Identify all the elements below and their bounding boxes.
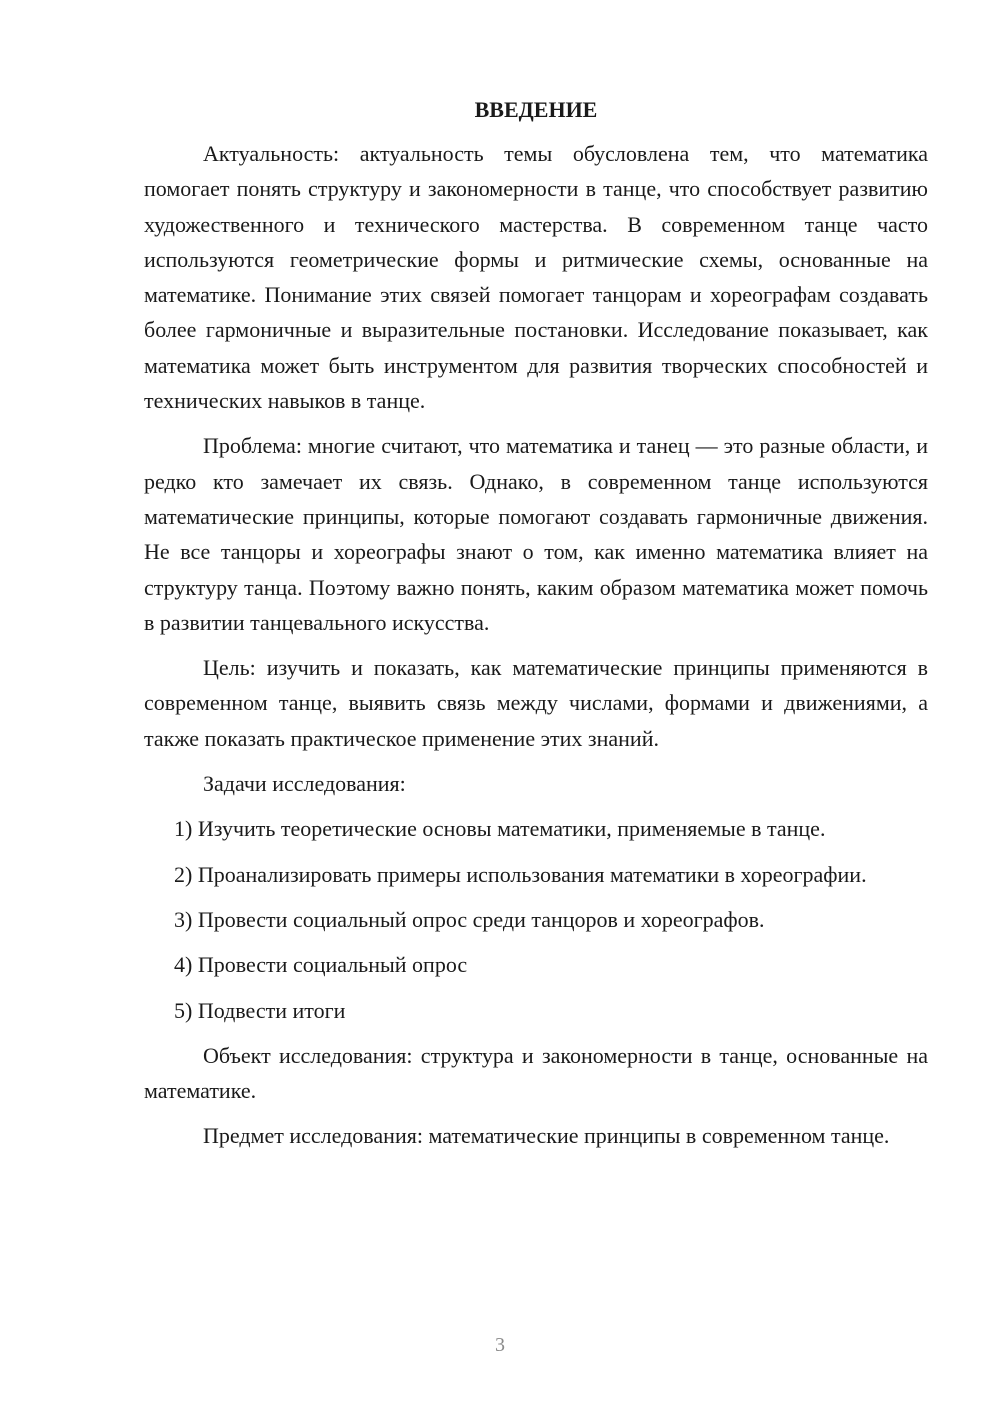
paragraph-object: Объект исследования: структура и закономерности в танце, основанные на математике. [144,1042,928,1104]
paragraph-relevance: Актуальность: актуальность темы обусловлена тем, что математика помогает понять структуру и закономерности в танце, что способствует развитию художественного и технического мастерства. В современном танце часто используются геометрические формы и ритмические схемы, основанные на математике. Понимание этих связей помогает танцорам и хореографам создавать более гармоничные и выразительные постановки. Исследование показывает, как математика может быть инструментом для развития творческих способностей и технических навыков в танце. [144,141,928,414]
page-title: ВВЕДЕНИЕ [474,97,598,122]
tasks-heading: Задачи исследования: [203,771,406,797]
paragraph-goal: Цель: изучить и показать, как математические принципы применяются в современном танце, выявить связь между числами, формами и движениями, а также показать практическое применение этих знаний. [144,655,928,751]
paragraph-problem: Проблема: многие считают, что математика и танец — это разные области, и редко кто замечает их связь. Однако, в современном танце используются математические принципы, которые помогают создавать гармоничные движения. Не все танцоры и хореографы знают о том, как именно математика влияет на структуру танца. Поэтому важно понять, каким образом математика может помочь в развитии танцевального искусства. [144,433,928,635]
task-item: 3) Провести социальный опрос среди танцоров и хореографов. [174,906,765,932]
task-item: 1) Изучить теоретические основы математики, применяемые в танце. [174,816,826,842]
paragraph-subject: Предмет исследования: математические принципы в современном танце. [203,1123,890,1149]
document-page [144,94,928,1164]
task-item: 2) Проанализировать примеры использования математики в хореографии. [174,861,867,887]
task-item: 4) Провести социальный опрос [174,952,468,978]
task-item: 5) Подвести итоги [174,997,346,1023]
page-number: 3 [495,1334,505,1356]
